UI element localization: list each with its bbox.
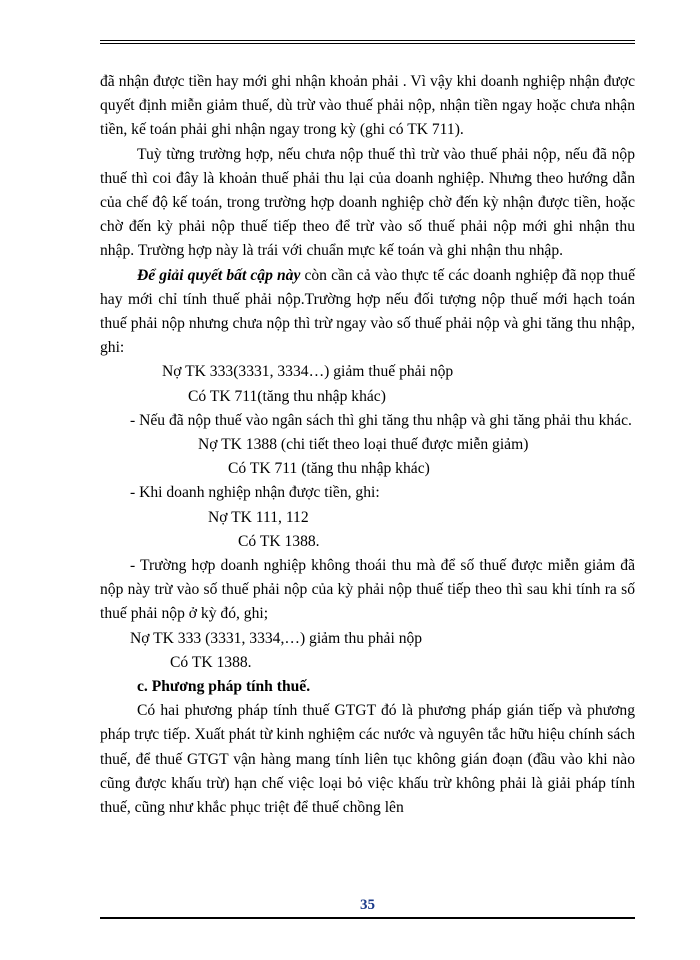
paragraph-3-rest: còn cần cả vào thực tế các doanh nghiệp đã nọp thuế hay mới chỉ tính thuế phải nộp.Trường hợp nếu đối tượng nộp thuế mới hạch toán thuế phải nộp nhưng chưa nộp thì trừ ngay vào số thuế phải nộp và ghi tăng thu nhập, ghi: — [100, 266, 635, 357]
entry-2-credit: Có TK 711 (tăng thu nhập khác) — [228, 460, 430, 478]
entry-3-credit: Có TK 1388. — [238, 532, 320, 550]
entry-4-debit: Nợ TK 333 (3331, 3334,…) giảm thu phải nộp — [130, 629, 423, 647]
header-rule — [100, 40, 635, 41]
header-rule-inner — [100, 43, 635, 44]
entry-3-debit: Nợ TK 111, 112 — [208, 508, 309, 526]
paragraph-2: Tuỳ từng trường hợp, nếu chưa nộp thuế thì trừ vào thuế phải nộp, nếu đã nộp thuế thì coi đây là khoản thuế phải thu lại của doanh nghiệp. Nhưng theo hướng dẫn của chế độ kế toán, trong trường hợp doanh nghiệp chờ đến kỳ nhận được tiền, hoặc chờ đến kỳ phải nộp thuế tiếp theo để trừ vào số thuế phải nộp mới ghi nhận thu nhập. Trường hợp này là trái với chuẩn mực kế toán và ghi nhận thu nhập. — [100, 145, 635, 260]
footer-rule — [100, 917, 635, 919]
entry-1-debit: Nợ TK 333(3331, 3334…) giảm thuế phải nộp — [162, 363, 454, 381]
emphasis-lead: Để giải quyết bất cập này — [137, 266, 301, 284]
entry-3-intro: - Khi doanh nghiệp nhận được tiền, ghi: — [130, 484, 380, 502]
page-number: 35 — [360, 897, 375, 913]
entry-2-debit: Nợ TK 1388 (chi tiết theo loại thuế được miễn giảm) — [198, 436, 529, 454]
paragraph-6: Có hai phương pháp tính thuế GTGT đó là phương pháp gián tiếp và phương pháp trực tiếp. Xuất phát từ kinh nghiệm các nước và nguyên tắc hữu hiệu chính sách thuế, để thuế GTGT vận hàng mang tính liên tục không gián đoạn (đầu vào khi nào cũng được khấu trừ) hạn chế việc loại bỏ việc khấu trừ không phải là giải pháp tính thuế, cũng như khắc phục triệt để thuế chồng lên — [100, 702, 635, 817]
paragraph-4: - Nếu đã nộp thuế vào ngân sách thì ghi tăng thu nhập và ghi tăng phải thu khác. — [130, 411, 632, 429]
paragraph-1: đã nhận được tiền hay mới ghi nhận khoản phải . Vì vậy khi doanh nghiệp nhận được quyết định miễn giảm thuế, dù trừ vào thuế phải nộp, nhận tiền ngay hoặc chưa nhận tiền, kế toán phải ghi nhận ngay trong kỳ (ghi có TK 711). — [100, 73, 635, 139]
document-body — [100, 70, 635, 820]
section-heading: c. Phương pháp tính thuế. — [137, 678, 311, 696]
entry-1-credit: Có TK 711(tăng thu nhập khác) — [188, 387, 386, 405]
paragraph-3 — [100, 264, 635, 361]
paragraph-5: - Trường hợp doanh nghiệp không thoái thu mà để số thuế được miễn giảm đã nộp này trừ vào số thuế phải nộp của kỳ phải nộp thuế tiếp theo thì sau khi tính ra số thuế phải nộp ở kỳ đó, ghi; — [100, 557, 635, 623]
entry-4-credit: Có TK 1388. — [170, 653, 252, 671]
